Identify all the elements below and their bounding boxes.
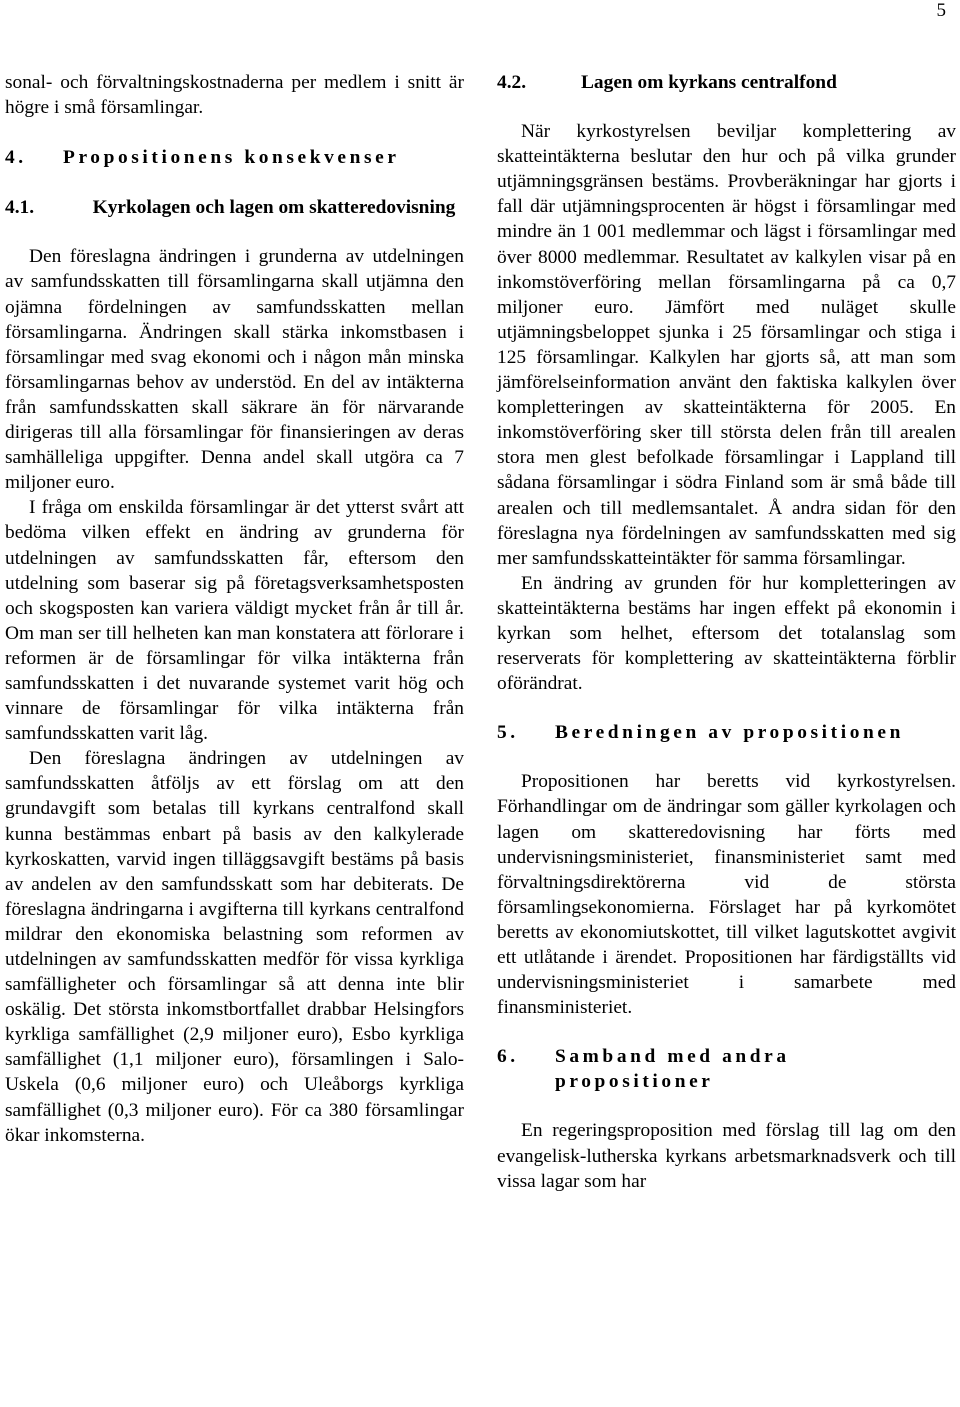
- paragraph: En regeringsproposition med förslag till lag om den evangelisk-lutherska kyrkans arbetsmarknadsverk och till vissa lagar som har: [497, 1120, 956, 1192]
- paragraph: Den föreslagna ändringen av utdelningen av samfundsskatten åtföljs av ett förslag om att den grundavgift som betalas till kyrkans centralfond skall kunna bestämmas enbart på basis av den kalkylerade kyrkoskatten, varvid ingen tilläggsavgift bestäms på basis av andelen av den samfundsskatt som har debiterats. De föreslagna ändringarna i avgifterna till kyrkans centralfond mildrar den ekonomiska belastning som reformen av utdelningen av samfundsskatten medför för vissa kyrkliga samfälligheter och församlingar så att denna inte blir oskälig. Det största inkomstbortfallet drabbar Helsingfors kyrkliga samfällighet (2,9 miljoner euro), Esbo kyrkliga samfällighet (1,1 miljoner euro), församlingen i Salo-Uskela (0,6 miljoner euro) och Uleåborgs kyrkliga samfällighet (0,3 miljoner euro). För ca 380 församlingar ökar inkomsterna.: [5, 748, 464, 1146]
- section-4-1-heading: [5, 195, 464, 220]
- section-title: Beredningen av propositionen: [555, 722, 904, 744]
- section-title: Propositionens konsekvenser: [63, 147, 400, 169]
- paragraph: Den föreslagna ändringen i grunderna av utdelningen av samfundsskatten till församlingarna skall utjämna den ojämna fördelningen av samfundsskatten mellan församlingarna. Ändringen skall stärka inkomstbasen i församlingar med svag ekonomi och i någon mån minska församlingarnas behov av understöd. En del av intäkterna från samfundsskatten skall säkrare än för närvarande dirigeras till alla församlingar för finansieringen av deras samhälleliga uppgifter. Denna andel skall utgöra ca 7 miljoner euro.: [5, 246, 464, 494]
- section-number: 4.2.: [497, 72, 527, 93]
- intro-paragraph: sonal- och förvaltningskostnaderna per medlem i snitt är högre i små församlingar.: [5, 72, 464, 119]
- section-number: 6.: [497, 1046, 519, 1068]
- section-number: 4.: [5, 147, 27, 169]
- section-title: Kyrkolagen och lagen om skatteredovisning: [92, 197, 456, 219]
- paragraph: Propositionen har beretts vid kyrkostyrelsen. Förhandlingar om de ändringar som gäller kyrkolagen och lagen om skatteredovisning har förts med undervisningsministeriet, finansministeriet samt med förvaltningsdirektörerna vid de största församlingsekonomierna. Förslaget har på kyrkomötet beretts av ekonomiutskottet, till vilket lagutskottet avgivit ett utlåtande i ärendet. Propositionen har färdigställts vid undervisningsministeriet i samarbete med finansministeriet.: [497, 771, 956, 1019]
- right-column: [497, 70, 956, 1194]
- section-number: 4.1.: [5, 197, 35, 219]
- section-number: 5.: [497, 722, 519, 744]
- page-number: 5: [936, 0, 946, 21]
- paragraph: I fråga om enskilda församlingar är det ytterst svårt att bedöma vilken effekt en ändring av grunderna för utdelningen av samfundsskatten får, eftersom den utdelning som baserar sig på företagsverksamhetsposten och skogsposten kan variera väldigt mycket från år till år. Om man ser till helheten kan man konstatera att förlorare i reformen är de församlingar för vilka intäkterna från samfundsskatten i det nuvarande systemet varit hög och vinnare de församlingar för vilka intäkterna från samfundsskatten varit låg.: [5, 497, 464, 745]
- section-4-heading: [5, 145, 464, 170]
- section-title: Lagen om kyrkans centralfond: [581, 72, 837, 93]
- section-6-heading: [497, 1044, 956, 1094]
- section-4-2-heading: [497, 70, 956, 95]
- left-column: [5, 70, 464, 1148]
- paragraph: En ändring av grunden för hur kompletteringen av skatteintäkterna bestäms har ingen effekt på ekonomin i kyrkan som helhet, eftersom det totalanslag som reserverats för komplettering av skatteintäkterna förblir oförändrat.: [497, 572, 956, 695]
- section-title: Samband med andra propositioner: [555, 1046, 790, 1093]
- section-5-heading: [497, 720, 956, 745]
- paragraph: När kyrkostyrelsen beviljar komplettering av skatteintäkterna beslutar den hur och på vilka grunder utjämningsgränsen bestäms. Provberäkningar har gjorts i fall där utjämningsprocenten är högst i församlingar med mindre än 1 001 medlemmar och lägst i församlingar med över 8000 medlemmar. Resultatet av kalkylen visar på en inkomstöverföring mellan församlingarna på ca 0,7 miljoner euro. Jämfört med nuläget skulle utjämningsbeloppet sjunka i 25 församlingar och stiga i 125 församlingar. Kalkylen har gjorts så, att man som jämförelseinformation använt den faktiska kalkylen över kompletteringen av skatteintäkterna för 2005. En inkomstöverföring sker till största delen från till arealen stora men glest befolkade församlingar i Lappland till sådana församlingar i södra Finland som är små både till arealen och till medlemsantalet. Å andra sidan för den föreslagna nya fördelningen av samfundsskatten med sig mer samfundsskatteintäkter för samma församlingar.: [497, 121, 956, 569]
